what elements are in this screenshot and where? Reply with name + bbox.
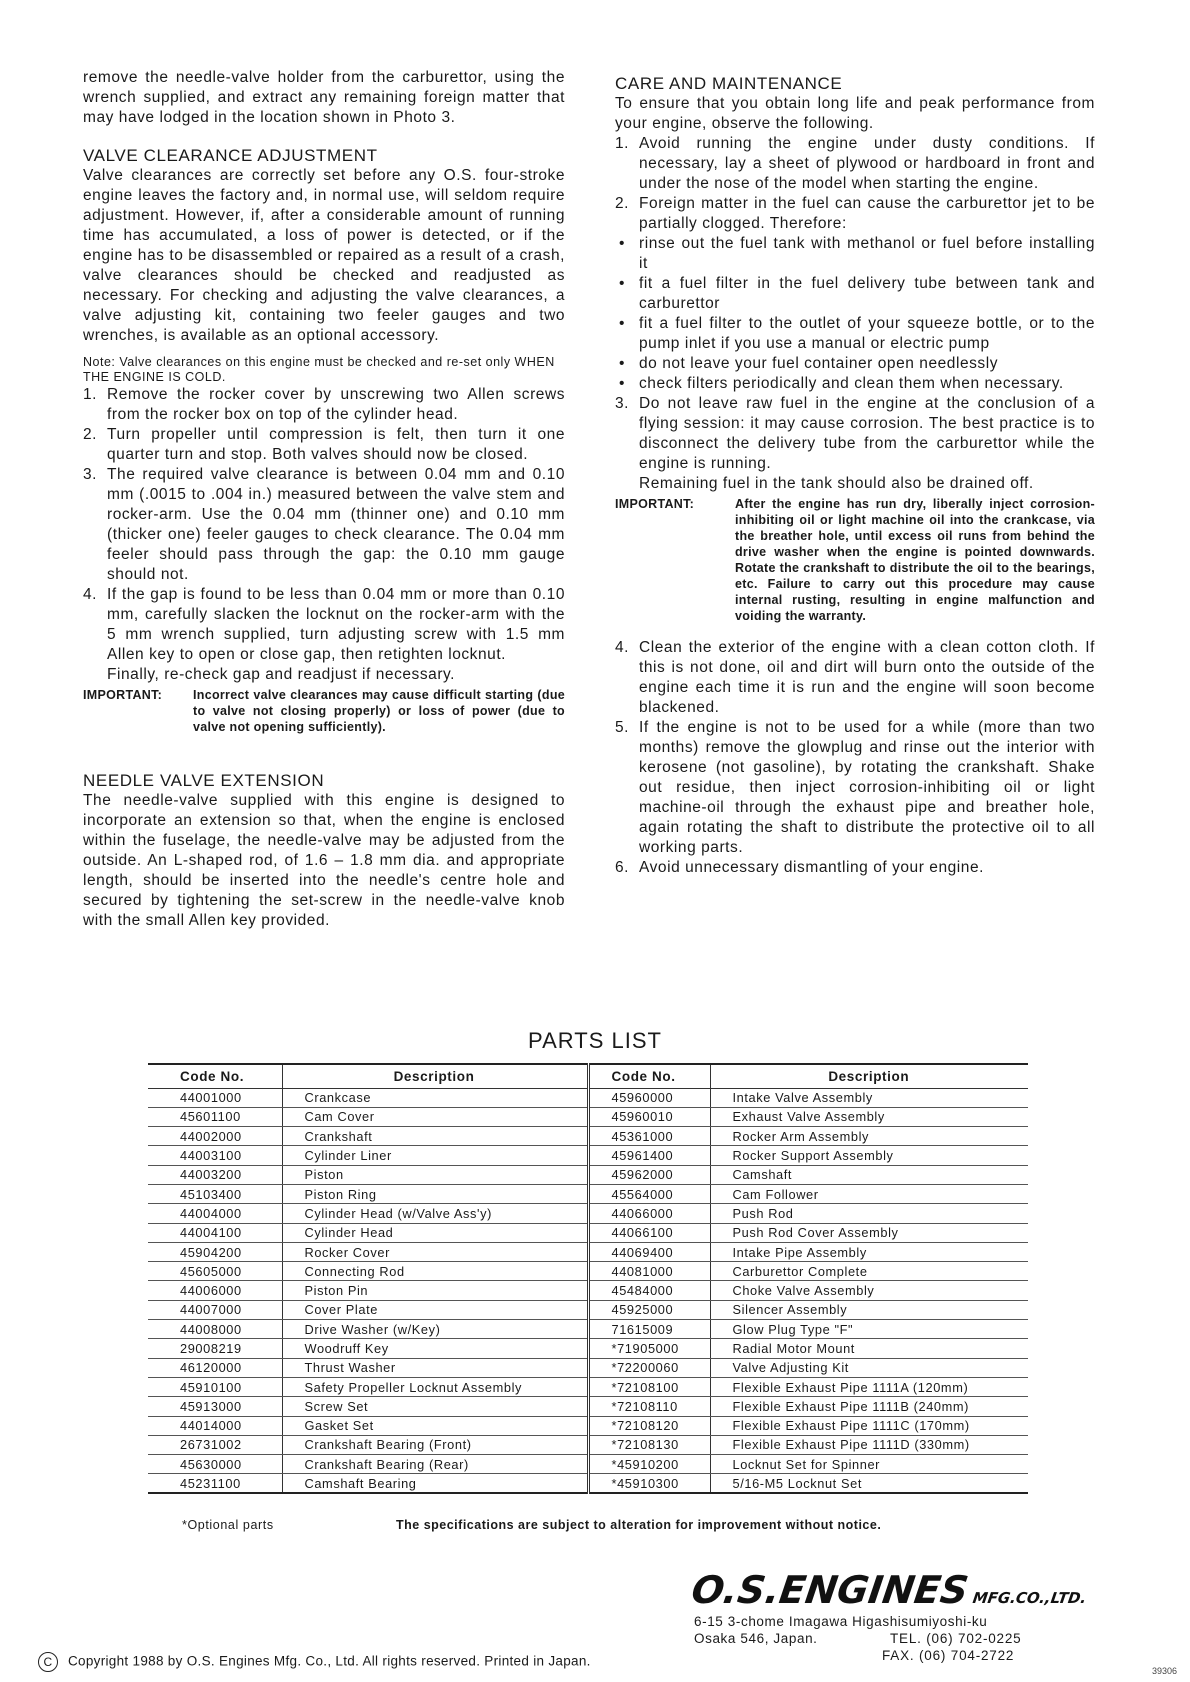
logo-suffix: MFG.CO.,LTD. bbox=[971, 1589, 1088, 1607]
part-code: *72108100 bbox=[588, 1377, 710, 1396]
bullet-item bbox=[615, 374, 1095, 394]
parts-table-header bbox=[148, 1064, 1028, 1088]
part-description: Cylinder Liner bbox=[282, 1146, 588, 1165]
care-heading: CARE AND MAINTENANCE bbox=[615, 74, 843, 93]
fax: FAX. (06) 704-2722 bbox=[882, 1648, 1015, 1663]
part-description: Camshaft Bearing bbox=[282, 1474, 588, 1493]
parts-row bbox=[148, 1204, 1028, 1223]
bullet-icon: • bbox=[619, 235, 625, 252]
part-description: Safety Propeller Locknut Assembly bbox=[282, 1377, 588, 1396]
part-description: Push Rod Cover Assembly bbox=[710, 1223, 1028, 1242]
part-description: Piston Ring bbox=[282, 1184, 588, 1203]
part-description: Silencer Assembly bbox=[710, 1300, 1028, 1319]
finally-text: Finally, re-check gap and readjust if necessary. bbox=[107, 666, 456, 683]
important-label: IMPORTANT: bbox=[83, 688, 163, 702]
step-number: 1. bbox=[615, 135, 630, 152]
part-description: Glow Plug Type "F" bbox=[710, 1320, 1028, 1339]
part-code: 45564000 bbox=[588, 1184, 710, 1203]
part-description: Screw Set bbox=[282, 1397, 588, 1416]
part-description: Rocker Support Assembly bbox=[710, 1146, 1028, 1165]
part-code: 44081000 bbox=[588, 1262, 710, 1281]
step-text: Do not leave raw fuel in the engine at the conclusion of a flying session: it may cause corrosion. The best practice is to disconnect the delivery tube from the carburettor while the engine is running. bbox=[639, 395, 1095, 472]
part-code: 44004000 bbox=[148, 1204, 282, 1223]
copyright-text: Copyright 1988 by O.S. Engines Mfg. Co., Ltd. All rights reserved. Printed in Japan. bbox=[68, 1653, 591, 1669]
bullet-text: check filters periodically and clean them when necessary. bbox=[639, 375, 1064, 392]
address-line: Osaka 546, Japan. bbox=[694, 1631, 818, 1646]
part-code: 45925000 bbox=[588, 1300, 710, 1319]
parts-row bbox=[148, 1146, 1028, 1165]
description-header: Description bbox=[282, 1064, 588, 1088]
step-number: 4. bbox=[83, 586, 98, 603]
parts-row bbox=[148, 1339, 1028, 1358]
part-description: Rocker Cover bbox=[282, 1242, 588, 1261]
care-important-note bbox=[615, 496, 1095, 624]
description-header: Description bbox=[710, 1064, 1028, 1088]
part-code: 45960000 bbox=[588, 1088, 710, 1107]
part-description: Flexible Exhaust Pipe 1111B (240mm) bbox=[710, 1397, 1028, 1416]
step-text: Turn propeller until compression is felt, then turn it one quarter turn and stop. Both valves should now be closed. bbox=[107, 426, 565, 463]
part-code: 45910100 bbox=[148, 1377, 282, 1396]
part-description: Cam Follower bbox=[710, 1184, 1028, 1203]
part-code: 45961400 bbox=[588, 1146, 710, 1165]
part-code: 44066100 bbox=[588, 1223, 710, 1242]
needle-valve-paragraph: The needle-valve supplied with this engine is designed to incorporate an extension so that, when the engine is enclosed within the fuselage, the needle-valve may be adjusted from the outside. An L-shaped rod, of 1.6 – 1.8 mm dia. and appropriate length, should be inserted into the needle's centre hole and secured by tightening the set-screw in the needle-valve knob with the small Allen key provided. bbox=[83, 792, 565, 929]
parts-table-body bbox=[148, 1088, 1028, 1493]
fuel-bullet-list bbox=[615, 234, 1095, 394]
part-description: Connecting Rod bbox=[282, 1262, 588, 1281]
valve-step bbox=[83, 385, 565, 425]
part-code: 44003100 bbox=[148, 1146, 282, 1165]
valve-step bbox=[83, 465, 565, 585]
part-description: Locknut Set for Spinner bbox=[710, 1455, 1028, 1474]
address-line: 6-15 3-chome Imagawa Higashisumiyoshi-ku bbox=[694, 1614, 988, 1629]
part-code: 26731002 bbox=[148, 1435, 282, 1454]
part-description: Crankshaft bbox=[282, 1127, 588, 1146]
step-text: Foreign matter in the fuel can cause the carburettor jet to be partially clogged. Therefore: bbox=[639, 195, 1095, 232]
valve-step bbox=[83, 585, 565, 665]
part-code: 44001000 bbox=[148, 1088, 282, 1107]
part-code: 45605000 bbox=[148, 1262, 282, 1281]
part-description: Carburettor Complete bbox=[710, 1262, 1028, 1281]
part-description: Choke Valve Assembly bbox=[710, 1281, 1028, 1300]
part-code: 45484000 bbox=[588, 1281, 710, 1300]
step-number: 2. bbox=[615, 195, 630, 212]
parts-row bbox=[148, 1435, 1028, 1454]
step-number: 2. bbox=[83, 426, 98, 443]
care-intro: To ensure that you obtain long life and peak performance from your engine, observe the following. bbox=[615, 95, 1095, 132]
part-description: Camshaft bbox=[710, 1165, 1028, 1184]
parts-row bbox=[148, 1242, 1028, 1261]
step-text: If the engine is not to be used for a while (more than two months) remove the glowplug and rinse out the interior with kerosene (not gasoline), by rotating the crankshaft. Shake out residue, then inject corrosion-inhibiting oil or light machine-oil through the exhaust pipe and breather hole, again rotating the shaft to distribute the protective oil to all working parts. bbox=[639, 719, 1095, 856]
important-text: After the engine has run dry, liberally inject corrosion-inhibiting oil or light machine oil into the crankcase, via the breather hole, until excess oil runs from behind the drive washer when the engine is pointed downwards. Rotate the crankshaft to distribute the oil to the bearings, etc. Failure to carry out this procedure may cause internal rusting, resulting in engine malfunction and voiding the warranty. bbox=[735, 497, 1095, 623]
parts-row bbox=[148, 1262, 1028, 1281]
part-code: 44014000 bbox=[148, 1416, 282, 1435]
part-description: 5/16-M5 Locknut Set bbox=[710, 1474, 1028, 1493]
part-code: 71615009 bbox=[588, 1320, 710, 1339]
parts-row bbox=[148, 1223, 1028, 1242]
bullet-icon: • bbox=[619, 315, 625, 332]
note-text: Valve clearances on this engine must be checked and re-set only WHEN THE ENGINE IS COLD. bbox=[83, 355, 555, 384]
parts-row bbox=[148, 1281, 1028, 1300]
part-description: Intake Valve Assembly bbox=[710, 1088, 1028, 1107]
parts-row bbox=[148, 1416, 1028, 1435]
note-label: Note: bbox=[83, 355, 116, 369]
valve-steps-list bbox=[83, 385, 565, 665]
bullet-text: fit a fuel filter to the outlet of your squeeze bottle, or to the pump inlet if you use a manual or electric pump bbox=[639, 315, 1095, 352]
step-text: If the gap is found to be less than 0.04 mm or more than 0.10 mm, carefully slacken the locknut on the rocker-arm with the 5 mm wrench supplied, turn adjusting screw with 1.5 mm Allen key to open or close gap, then retighten locknut. bbox=[107, 586, 565, 663]
part-code: 44003200 bbox=[148, 1165, 282, 1184]
part-description: Gasket Set bbox=[282, 1416, 588, 1435]
bullet-text: do not leave your fuel container open needlessly bbox=[639, 355, 999, 372]
part-description: Cam Cover bbox=[282, 1107, 588, 1126]
part-description: Flexible Exhaust Pipe 1111D (330mm) bbox=[710, 1435, 1028, 1454]
document-code: 39306 bbox=[1152, 1666, 1178, 1676]
parts-row bbox=[148, 1184, 1028, 1203]
company-contact bbox=[882, 1630, 1022, 1664]
part-code: 45601100 bbox=[148, 1107, 282, 1126]
part-code: 45231100 bbox=[148, 1474, 282, 1493]
step-text: Clean the exterior of the engine with a clean cotton cloth. If this is not done, oil and dirt will burn onto the outside of the engine each time it is run and the engine will soon become blackened. bbox=[639, 639, 1095, 716]
step-text: Avoid running the engine under dusty conditions. If necessary, lay a sheet of plywood or hardboard in front and under the nose of the model when starting the engine. bbox=[639, 135, 1095, 192]
specifications-note: The specifications are subject to alteration for improvement without notice. bbox=[396, 1518, 882, 1532]
part-code: 44002000 bbox=[148, 1127, 282, 1146]
part-code: 44007000 bbox=[148, 1300, 282, 1319]
step-number: 4. bbox=[615, 639, 630, 656]
part-description: Piston Pin bbox=[282, 1281, 588, 1300]
parts-row bbox=[148, 1300, 1028, 1319]
parts-row bbox=[148, 1377, 1028, 1396]
right-column bbox=[615, 68, 1095, 878]
parts-table bbox=[148, 1063, 1028, 1494]
step-number: 5. bbox=[615, 719, 630, 736]
part-description: Piston bbox=[282, 1165, 588, 1184]
step-text: Avoid unnecessary dismantling of your engine. bbox=[639, 859, 984, 876]
step-number: 1. bbox=[83, 386, 98, 403]
bullet-item bbox=[615, 354, 1095, 374]
logo-text: O.S.ENGINES bbox=[688, 1568, 972, 1612]
part-description: Cylinder Head bbox=[282, 1223, 588, 1242]
part-code: 44006000 bbox=[148, 1281, 282, 1300]
needle-valve-heading: NEEDLE VALVE EXTENSION bbox=[83, 771, 325, 790]
parts-row bbox=[148, 1474, 1028, 1493]
part-code: 44069400 bbox=[588, 1242, 710, 1261]
parts-row bbox=[148, 1127, 1028, 1146]
care-step bbox=[615, 638, 1095, 718]
part-code: 44066000 bbox=[588, 1204, 710, 1223]
bullet-icon: • bbox=[619, 355, 625, 372]
step-number: 3. bbox=[83, 466, 98, 483]
part-code: *72200060 bbox=[588, 1358, 710, 1377]
part-description: Cylinder Head (w/Valve Ass'y) bbox=[282, 1204, 588, 1223]
step-number: 3. bbox=[615, 395, 630, 412]
parts-row bbox=[148, 1455, 1028, 1474]
part-code: 44004100 bbox=[148, 1223, 282, 1242]
parts-row bbox=[148, 1165, 1028, 1184]
part-code: 44008000 bbox=[148, 1320, 282, 1339]
part-description: Exhaust Valve Assembly bbox=[710, 1107, 1028, 1126]
optional-parts-note: *Optional parts bbox=[182, 1518, 274, 1532]
part-code: 45960010 bbox=[588, 1107, 710, 1126]
part-code: 45103400 bbox=[148, 1184, 282, 1203]
part-description: Cover Plate bbox=[282, 1300, 588, 1319]
part-code: 45630000 bbox=[148, 1455, 282, 1474]
part-description: Radial Motor Mount bbox=[710, 1339, 1028, 1358]
left-column bbox=[83, 68, 565, 931]
intro-paragraph: remove the needle-valve holder from the carburettor, using the wrench supplied, and extract any remaining foreign matter that may have lodged in the location shown in Photo 3. bbox=[83, 69, 565, 126]
bullet-item bbox=[615, 314, 1095, 354]
parts-row bbox=[148, 1397, 1028, 1416]
part-description: Drive Washer (w/Key) bbox=[282, 1320, 588, 1339]
step-text: Remove the rocker cover by unscrewing two Allen screws from the rocker box on top of the cylinder head. bbox=[107, 386, 565, 423]
copyright-line bbox=[38, 1652, 591, 1672]
parts-list-title: PARTS LIST bbox=[528, 1028, 662, 1053]
bullet-text: rinse out the fuel tank with methanol or fuel before installing it bbox=[639, 235, 1095, 272]
part-description: Woodruff Key bbox=[282, 1339, 588, 1358]
valve-step bbox=[83, 425, 565, 465]
part-description: Flexible Exhaust Pipe 1111A (120mm) bbox=[710, 1377, 1028, 1396]
code-header: Code No. bbox=[148, 1064, 282, 1088]
bullet-icon: • bbox=[619, 275, 625, 292]
valve-note bbox=[83, 355, 565, 385]
part-code: 29008219 bbox=[148, 1339, 282, 1358]
part-code: 45962000 bbox=[588, 1165, 710, 1184]
bullet-text: fit a fuel filter in the fuel delivery tube between tank and carburettor bbox=[639, 275, 1095, 312]
part-description: Flexible Exhaust Pipe 1111C (170mm) bbox=[710, 1416, 1028, 1435]
telephone: TEL. (06) 702-0225 bbox=[890, 1631, 1022, 1646]
parts-row bbox=[148, 1088, 1028, 1107]
bullet-item bbox=[615, 234, 1095, 274]
part-code: *45910200 bbox=[588, 1455, 710, 1474]
valve-clearance-heading: VALVE CLEARANCE ADJUSTMENT bbox=[83, 146, 378, 165]
part-code: *45910300 bbox=[588, 1474, 710, 1493]
valve-important-note bbox=[83, 687, 565, 735]
part-code: *72108130 bbox=[588, 1435, 710, 1454]
part-code: *71905000 bbox=[588, 1339, 710, 1358]
part-code: 45361000 bbox=[588, 1127, 710, 1146]
care-step bbox=[615, 134, 1095, 194]
care-step bbox=[615, 394, 1095, 474]
part-description: Crankcase bbox=[282, 1088, 588, 1107]
parts-row bbox=[148, 1320, 1028, 1339]
part-code: *72108120 bbox=[588, 1416, 710, 1435]
part-description: Valve Adjusting Kit bbox=[710, 1358, 1028, 1377]
bullet-icon: • bbox=[619, 375, 625, 392]
part-description: Crankshaft Bearing (Front) bbox=[282, 1435, 588, 1454]
code-header: Code No. bbox=[588, 1064, 710, 1088]
part-description: Rocker Arm Assembly bbox=[710, 1127, 1028, 1146]
parts-row bbox=[148, 1107, 1028, 1126]
copyright-icon: C bbox=[38, 1652, 58, 1672]
care-step bbox=[615, 718, 1095, 858]
os-engines-logo bbox=[689, 1568, 1091, 1612]
step-number: 6. bbox=[615, 859, 630, 876]
step-text: The required valve clearance is between 0.04 mm and 0.10 mm (.0015 to .004 in.) measured between the valve stem and rocker-arm. Use the 0.04 mm (thinner one) and 0.10 mm (thicker one) feeler gauges to check clearance. The 0.04 mm feeler should pass through the gap: the 0.10 mm gauge should not. bbox=[107, 466, 565, 583]
important-label: IMPORTANT: bbox=[615, 497, 695, 511]
valve-clearance-paragraph: Valve clearances are correctly set before any O.S. four-stroke engine leaves the factory and, in normal use, will seldom require adjustment. However, if, after a considerable amount of running time has accumulated, a loss of power is detected, or if the engine has to be disassembled or repaired as a result of a crash, valve clearances should be checked and readjusted as necessary. For checking and adjusting the valve clearances, a valve adjusting kit, containing two feeler gauges and two wrenches, is available as an optional accessory. bbox=[83, 167, 565, 344]
step3-extra: Remaining fuel in the tank should also be drained off. bbox=[639, 475, 1034, 492]
care-step bbox=[615, 194, 1095, 234]
part-description: Intake Pipe Assembly bbox=[710, 1242, 1028, 1261]
part-code: 45913000 bbox=[148, 1397, 282, 1416]
part-code: 45904200 bbox=[148, 1242, 282, 1261]
care-step bbox=[615, 858, 1095, 878]
part-description: Thrust Washer bbox=[282, 1358, 588, 1377]
bullet-item bbox=[615, 274, 1095, 314]
part-description: Crankshaft Bearing (Rear) bbox=[282, 1455, 588, 1474]
part-code: *72108110 bbox=[588, 1397, 710, 1416]
important-text: Incorrect valve clearances may cause difficult starting (due to valve not closing properly) or loss of power (due to valve not opening sufficiently). bbox=[193, 688, 565, 734]
parts-row bbox=[148, 1358, 1028, 1377]
part-code: 46120000 bbox=[148, 1358, 282, 1377]
part-description: Push Rod bbox=[710, 1204, 1028, 1223]
